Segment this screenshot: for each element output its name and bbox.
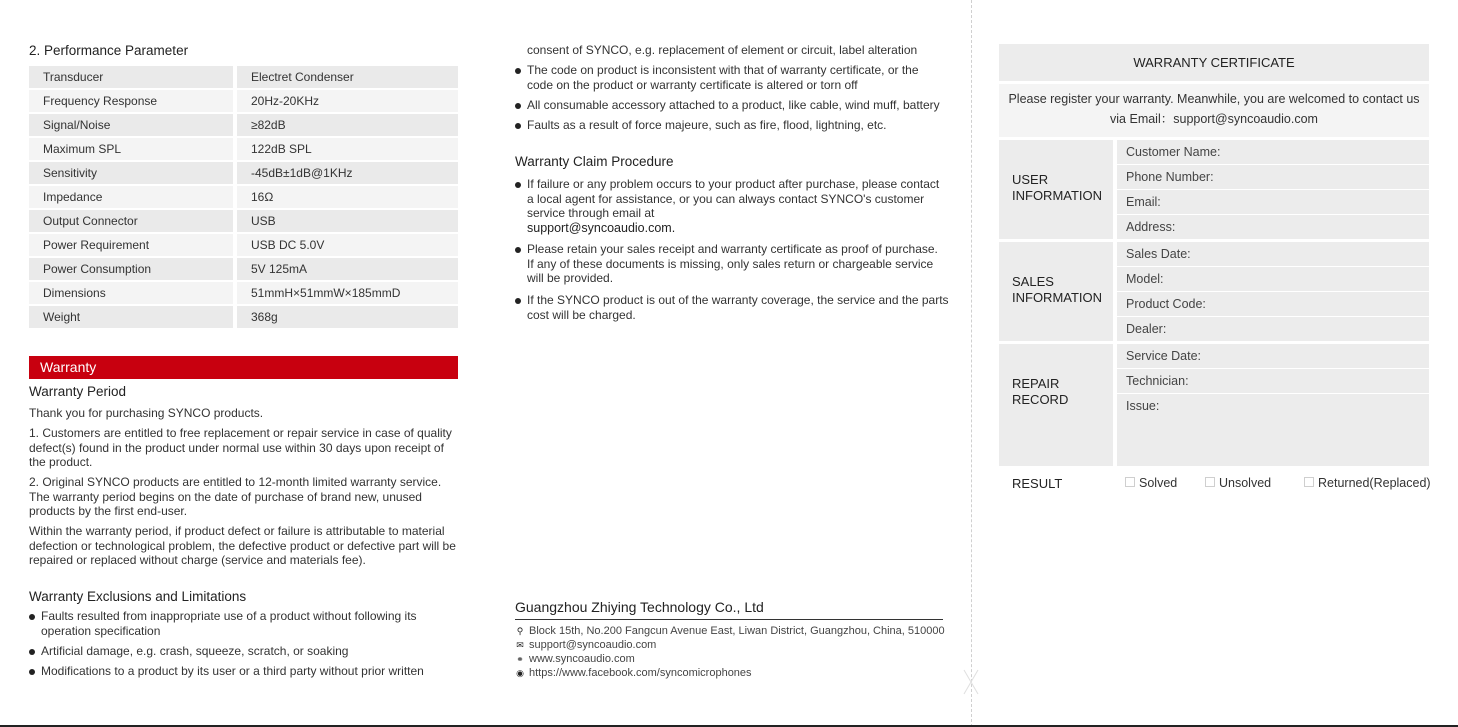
exclusion-item: Faults as a result of force majeure, such as fire, flood, lightning, etc. xyxy=(515,118,947,133)
spec-value: Electret Condenser xyxy=(237,66,458,88)
checkbox[interactable] xyxy=(1205,477,1215,487)
exclusions-heading: Warranty Exclusions and Limitations xyxy=(29,589,247,604)
checkbox[interactable] xyxy=(1125,477,1135,487)
label-line: REPAIR xyxy=(1012,376,1060,391)
spec-value: 16Ω xyxy=(237,186,458,208)
dealer-field[interactable]: Dealer: xyxy=(1117,317,1429,341)
spec-row xyxy=(29,282,458,304)
result-label: RESULT xyxy=(1012,476,1063,491)
spec-value: 368g xyxy=(237,306,458,328)
spec-row xyxy=(29,210,458,232)
claim-item: If the SYNCO product is out of the warranty coverage, the service and the parts cost will be charged. xyxy=(515,293,952,322)
spec-value: ≥82dB xyxy=(237,114,458,136)
spec-row xyxy=(29,258,458,280)
address-field[interactable]: Address: xyxy=(1117,215,1429,239)
scissor-icon xyxy=(961,668,981,696)
spec-row xyxy=(29,162,458,184)
spec-key: Dimensions xyxy=(29,282,233,304)
user-information-label xyxy=(999,140,1113,239)
warranty-paragraph-3: Within the warranty period, if product defect or failure is attributable to material defection or technological problem, the defective product or defective part will be repaired or replaced without charge (service and materials fee). xyxy=(29,524,456,567)
spec-value: 51mmH×51mmW×185mmD xyxy=(237,282,458,304)
exclusion-item: All consumable accessory attached to a product, like cable, wind muff, battery xyxy=(515,98,959,113)
web-text[interactable]: www.syncoaudio.com xyxy=(529,653,635,665)
address-text: Block 15th, No.200 Fangcun Avenue East, Liwan District, Guangzhou, China, 510000 xyxy=(529,625,945,637)
mail-icon: ✉ xyxy=(516,640,524,650)
contact-web[interactable] xyxy=(515,652,635,666)
company-divider xyxy=(515,619,943,620)
fold-divider xyxy=(971,0,972,727)
contact-facebook[interactable] xyxy=(515,666,752,680)
spec-row xyxy=(29,306,458,328)
label-line: RECORD xyxy=(1012,392,1069,407)
spec-key: Sensitivity xyxy=(29,162,233,184)
spec-key: Power Requirement xyxy=(29,234,233,256)
result-returned-option[interactable] xyxy=(1304,476,1431,490)
spec-key: Power Consumption xyxy=(29,258,233,280)
issue-field[interactable]: Issue: xyxy=(1117,394,1429,466)
technician-field[interactable]: Technician: xyxy=(1117,369,1429,393)
warranty-paragraph-2: 2. Original SYNCO products are entitled to 12-month limited warranty service. The warranty period begins on the date of purchase of brand new, unused products by the first end-user. xyxy=(29,475,442,518)
claim-item xyxy=(515,177,947,235)
checkbox[interactable] xyxy=(1304,477,1314,487)
warranty-thanks: Thank you for purchasing SYNCO products. xyxy=(29,406,264,420)
spec-value: 122dB SPL xyxy=(237,138,458,160)
email-field[interactable]: Email: xyxy=(1117,190,1429,214)
result-unsolved-option[interactable] xyxy=(1205,476,1271,490)
spec-value: 20Hz-20KHz xyxy=(237,90,458,112)
claim-heading: Warranty Claim Procedure xyxy=(515,154,674,169)
spec-value: USB DC 5.0V xyxy=(237,234,458,256)
certificate-intro-line-1: Please register your warranty. Meanwhile, you are welcomed to contact us xyxy=(1008,92,1420,106)
spec-row xyxy=(29,234,458,256)
spec-value: USB xyxy=(237,210,458,232)
spec-row xyxy=(29,138,458,160)
option-label: Returned(Replaced) xyxy=(1318,476,1431,490)
location-icon: ⚲ xyxy=(516,626,524,636)
spec-value: -45dB±1dB@1KHz xyxy=(237,162,458,184)
performance-heading: 2. Performance Parameter xyxy=(29,43,189,58)
spec-key: Maximum SPL xyxy=(29,138,233,160)
customer-name-field[interactable]: Customer Name: xyxy=(1117,140,1429,164)
spec-key: Impedance xyxy=(29,186,233,208)
spec-row xyxy=(29,66,458,88)
sales-information-label xyxy=(999,242,1113,341)
certificate-title: WARRANTY CERTIFICATE xyxy=(999,44,1429,81)
globe-icon: ⚭ xyxy=(516,654,524,664)
repair-record-label xyxy=(999,344,1113,466)
spec-key: Output Connector xyxy=(29,210,233,232)
spec-row xyxy=(29,114,458,136)
spec-row xyxy=(29,186,458,208)
claim-item: Please retain your sales receipt and warranty certificate as proof of purchase. If any of these documents is missing, only sales return or chargeable service will be provided. xyxy=(515,242,947,286)
exclusion-continued: consent of SYNCO, e.g. replacement of element or circuit, label alteration xyxy=(527,43,918,57)
certificate-intro-line-2: via Email：support@syncoaudio.com xyxy=(1110,112,1318,126)
warranty-paragraph-1: 1. Customers are entitled to free replacement or repair service in case of quality defect(s) found in the product under normal use within 30 days upon receipt of the product. xyxy=(29,426,452,469)
spec-key: Frequency Response xyxy=(29,90,233,112)
claim-text: If failure or any problem occurs to your product after purchase, please contact a local agent for assistance, or you can always contact SYNCO's customer service through email at xyxy=(527,177,940,220)
model-field[interactable]: Model: xyxy=(1117,267,1429,291)
label-line: USER xyxy=(1012,172,1049,187)
spec-row xyxy=(29,90,458,112)
label-line: SALES xyxy=(1012,274,1054,289)
phone-number-field[interactable]: Phone Number: xyxy=(1117,165,1429,189)
support-email-link[interactable]: support@syncoaudio.com. xyxy=(527,220,676,235)
email-text[interactable]: support@syncoaudio.com xyxy=(529,639,657,651)
spec-key: Signal/Noise xyxy=(29,114,233,136)
option-label: Unsolved xyxy=(1219,476,1272,490)
contact-email[interactable] xyxy=(515,638,656,652)
spec-key: Transducer xyxy=(29,66,233,88)
service-date-field[interactable]: Service Date: xyxy=(1117,344,1429,368)
certificate-intro xyxy=(999,84,1429,137)
exclusion-item: Modifications to a product by its user or a third party without prior written xyxy=(29,664,471,679)
contact-address xyxy=(515,624,945,638)
warranty-period-heading: Warranty Period xyxy=(29,384,127,399)
exclusion-item: Faults resulted from inappropriate use of a product without following its operation specification xyxy=(29,609,451,638)
exclusion-item: The code on product is inconsistent with that of warranty certificate, or the code on the product or warranty certificate is altered or torn off xyxy=(515,63,945,92)
warranty-section-bar: Warranty xyxy=(29,356,458,379)
result-solved-option[interactable] xyxy=(1125,476,1177,490)
exclusion-item: Artificial damage, e.g. crash, squeeze, scratch, or soaking xyxy=(29,644,461,659)
facebook-text[interactable]: https://www.facebook.com/syncomicrophones xyxy=(529,667,752,679)
spec-key: Weight xyxy=(29,306,233,328)
label-line: INFORMATION xyxy=(1012,290,1103,305)
sales-date-field[interactable]: Sales Date: xyxy=(1117,242,1429,266)
option-label: Solved xyxy=(1139,476,1178,490)
product-code-field[interactable]: Product Code: xyxy=(1117,292,1429,316)
facebook-icon: ◉ xyxy=(516,668,524,678)
company-name: Guangzhou Zhiying Technology Co., Ltd xyxy=(515,599,764,615)
spec-value: 5V 125mA xyxy=(237,258,458,280)
label-line: INFORMATION xyxy=(1012,188,1103,203)
